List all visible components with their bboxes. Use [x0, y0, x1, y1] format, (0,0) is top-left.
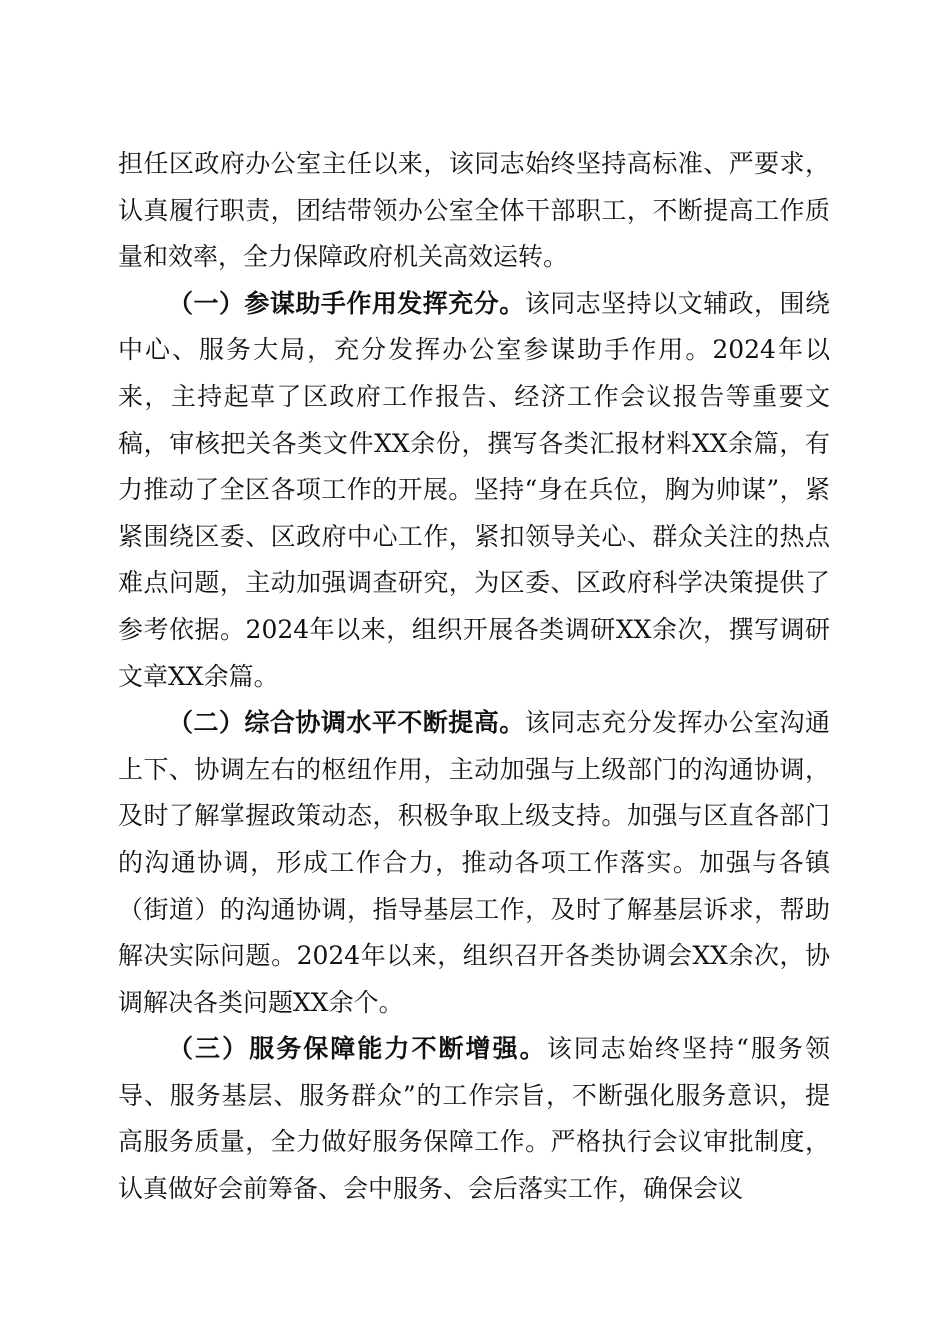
document-body — [118, 141, 830, 1213]
paragraph-section-2 — [118, 700, 830, 1026]
section-heading: （三）服务保障能力不断增强。 — [168, 1034, 547, 1064]
paragraph-text: 担任区政府办公室主任以来，该同志始终坚持高标准、严要求，认真履行职责，团结带领办公室全体干部职工，不断提高工作质量和效率，全力保障政府机关高效运转。 — [118, 149, 830, 272]
paragraph-text: 该同志坚持以文辅政，围绕中心、服务大局，充分发挥办公室参谋助手作用。2024年以来，主持起草了区政府工作报告、经济工作会议报告等重要文稿，审核把关各类文件XX余份，撰写各类汇报材料XX余篇，有力推动了全区各项工作的开展。坚持“身在兵位，胸为帅谋”，紧紧围绕区委、区政府中心工作，紧扣领导关心、群众关注的热点难点问题，主动加强调查研究，为区委、区政府科学决策提供了参考依据。2024年以来，组织开展各类调研XX余次，撰写调研文章XX余篇。 — [118, 288, 830, 691]
paragraph-intro — [118, 141, 830, 281]
section-heading: （一）参谋助手作用发挥充分。 — [168, 288, 525, 318]
paragraph-text: 该同志充分发挥办公室沟通上下、协调左右的枢纽作用，主动加强与上级部门的沟通协调，及时了解掌握政策动态，积极争取上级支持。加强与区直各部门的沟通协调，形成工作合力，推动各项工作落实。加强与各镇（街道）的沟通协调，指导基层工作，及时了解基层诉求，帮助解决实际问题。2024年以来，组织召开各类协调会XX余次，协调解决各类问题XX余个。 — [118, 708, 830, 1017]
paragraph-section-3 — [118, 1026, 830, 1212]
paragraph-text: 该同志始终坚持“服务领导、服务基层、服务群众”的工作宗旨，不断强化服务意识，提高服务质量，全力做好服务保障工作。严格执行会议审批制度，认真做好会前筹备、会中服务、会后落实工作，确保会议 — [118, 1034, 830, 1204]
section-heading: （二）综合协调水平不断提高。 — [168, 708, 525, 738]
paragraph-section-1 — [118, 281, 830, 700]
